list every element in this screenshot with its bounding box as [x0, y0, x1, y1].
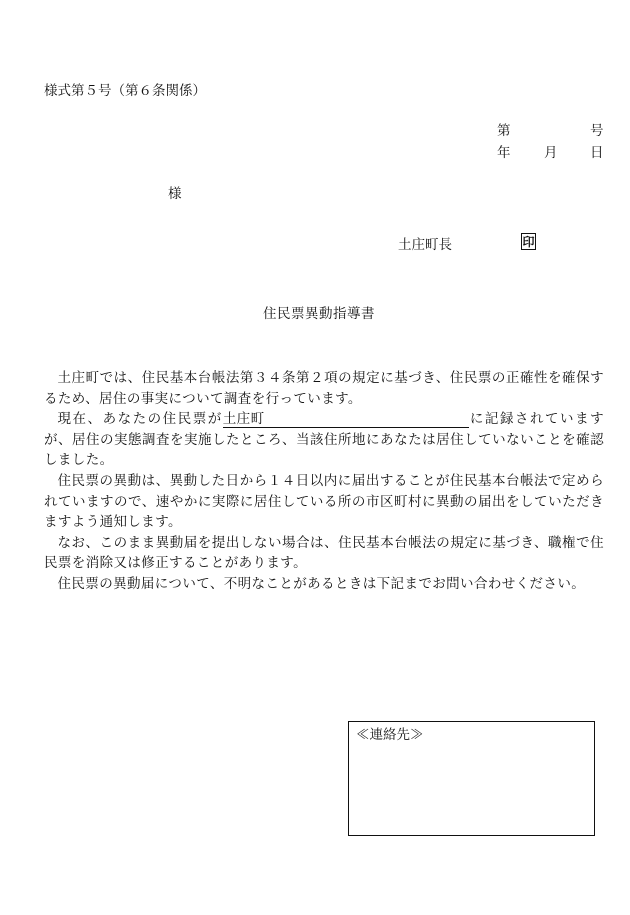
addressee-honorific: 様	[168, 186, 182, 202]
document-number-label: 第	[497, 123, 511, 139]
document-title: 住民票異動指導書	[263, 306, 375, 322]
document-number-suffix: 号	[590, 123, 604, 139]
paragraph-2	[44, 409, 604, 471]
paragraph-1: 土庄町では、住民基本台帳法第３４条第２項の規定に基づき、住民票の正確性を確保するため、居住の事実について調査を行っています。	[44, 370, 604, 407]
date-year-label: 年	[497, 145, 511, 161]
registered-address-field: 土庄町	[223, 412, 469, 428]
seal-mark: 印	[522, 234, 535, 249]
contact-box	[348, 721, 595, 836]
paragraph-2-lead: 現在、あなたの住民票が	[57, 411, 223, 428]
form-number: 様式第５号（第６条関係）	[44, 83, 206, 99]
paragraph-2-rest: に記録されていますが、居住の実態調査を実施したところ、当該住所地にあなたは居住していないことを確認しました。	[44, 411, 604, 469]
date-month-label: 月	[544, 145, 558, 161]
paragraph-5: 住民票の異動届について、不明なことがあるときは下記までお問い合わせください。	[57, 575, 586, 592]
document-body	[44, 368, 604, 595]
date-day-label: 日	[590, 145, 604, 161]
paragraph-4: なお、このまま異動届を提出しない場合は、住民基本台帳法の規定に基づき、職権で住民票を消除又は修正することがあります。	[44, 534, 604, 572]
paragraph-3: 住民票の異動は、異動した日から１４日以内に届出することが住民基本台帳法で定められていますので、速やかに実際に居住している所の市区町村に異動の届出をしていただきますよう通知します。	[44, 472, 604, 531]
contact-title: ≪連絡先≫	[356, 727, 424, 743]
issuer-name: 土庄町長	[398, 237, 452, 253]
